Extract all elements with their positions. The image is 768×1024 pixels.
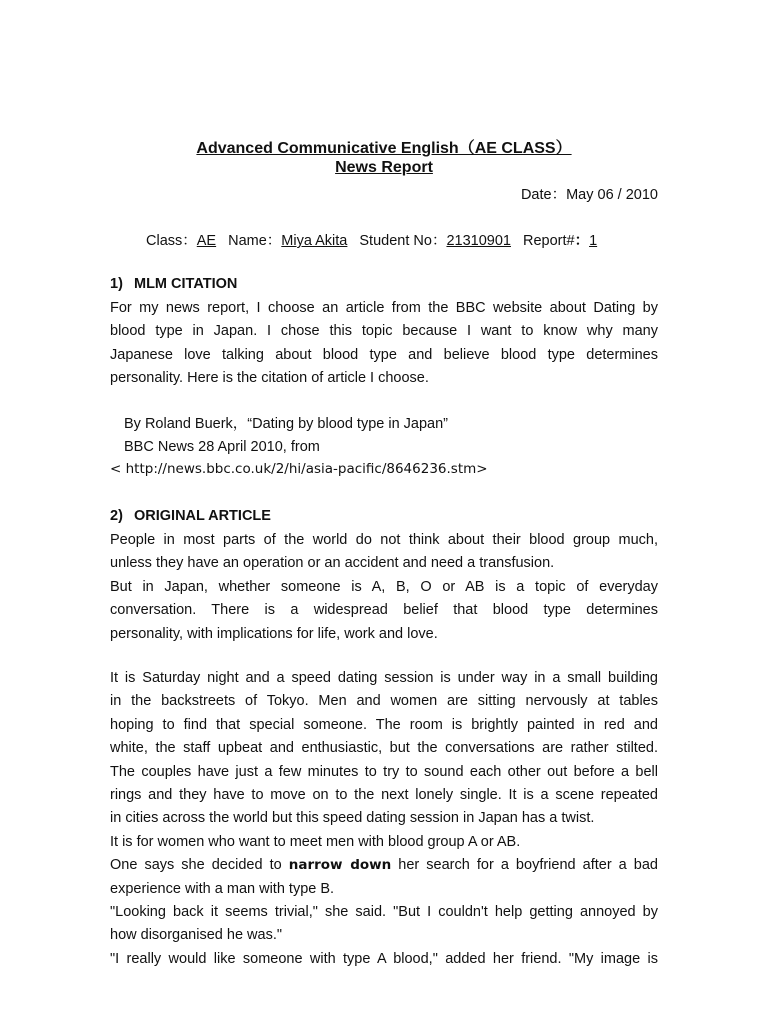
student-info-line	[146, 229, 597, 250]
paragraph-line: personality, with implications for life, work and love.	[110, 625, 438, 642]
text-run: her search for a boyfriend after a bad	[391, 857, 658, 874]
section-heading-text: MLM CITATION	[134, 276, 238, 292]
paragraph-line: People in most parts of the world do not think about their blood group much,	[110, 532, 658, 548]
paragraph-line: "Looking back it seems trivial," she said. "But I couldn't help getting annoyed by	[110, 904, 658, 921]
paragraph-line: personality. Here is the citation of article I choose.	[110, 370, 429, 387]
paragraph-line: in cities across the world but this speed dating session in Japan has a twist.	[110, 810, 595, 827]
paragraph-line: unless they have an operation or an accident and need a transfusion.	[110, 555, 555, 572]
paragraph-line: how disorganised he was."	[110, 927, 282, 944]
paragraph-line: in the backstreets of Tokyo. Men and women are sitting nervously at tables	[110, 693, 658, 710]
paragraph-line: rings and they have to move on to the next lonely single. It is a scene repeated	[110, 787, 658, 804]
paragraph-line: The couples have just a few minutes to try to sound each other out before a bell	[110, 763, 658, 780]
report-number-colon: ：	[574, 233, 590, 249]
paragraph-line: Japanese love talking about blood type and believe blood type determines	[110, 346, 658, 363]
citation-block	[110, 413, 488, 481]
report-subtitle: News Report	[335, 159, 433, 176]
class-value: AE	[196, 233, 217, 249]
text-run: One says she decided to	[110, 857, 289, 874]
paragraph-line: experience with a man with type B.	[110, 880, 335, 897]
section-heading-original-article	[110, 508, 271, 524]
name-value: Miya Akita	[281, 233, 348, 249]
paragraph-line: It is Saturday night and a speed dating session is under way in a small building	[110, 670, 658, 686]
report-title: Advanced Communicative English（AE CLASS）	[196, 140, 572, 157]
paragraph-line: blood type in Japan. I chose this topic because I want to know why many	[110, 323, 658, 340]
report-date	[521, 183, 658, 204]
paragraph-line	[110, 854, 658, 877]
student-no-value: 21310901	[446, 233, 511, 249]
name-label: Name：	[228, 233, 282, 249]
citation-intro-paragraph	[110, 297, 658, 391]
section-number: 2)	[110, 508, 123, 524]
paragraph-line: For my news report, I choose an article from the BBC website about Dating by	[110, 300, 658, 316]
citation-author: By Roland Buerk，“Dating by blood type in Japan”	[124, 416, 449, 432]
report-number-label: Report#	[522, 233, 575, 249]
date-label: Date：	[520, 187, 567, 203]
date-value: May 06 / 2010	[566, 187, 658, 203]
section-heading-text: ORIGINAL ARTICLE	[134, 508, 271, 524]
section-number: 1)	[110, 276, 123, 292]
citation-source: BBC News 28 April 2010, from	[124, 438, 320, 455]
bold-phrase-narrow-down: narrow down	[288, 857, 392, 874]
citation-url: < http://news.bbc.co.uk/2/hi/asia-pacific/8646236.stm>	[110, 461, 488, 477]
article-paragraph-2	[110, 667, 658, 971]
class-label: Class：	[146, 233, 197, 249]
paragraph-line: conversation. There is a widespread belief that blood type determines	[110, 602, 658, 619]
paragraph-line: white, the staff upbeat and enthusiastic, but the conversations are rather stilted.	[110, 740, 658, 757]
student-no-label: Student No：	[359, 233, 447, 249]
article-paragraph-1	[110, 529, 658, 646]
paragraph-line: "I really would like someone with type A blood," added her friend. "My image is	[110, 950, 658, 967]
paragraph-line: It is for women who want to meet men with blood group A or AB.	[110, 833, 521, 850]
paragraph-line: But in Japan, whether someone is A, B, O or AB is a topic of everyday	[110, 578, 658, 595]
section-heading-mlm-citation	[110, 276, 237, 292]
paragraph-line: hoping to find that special someone. The room is brightly painted in red and	[110, 716, 658, 733]
report-number-value: 1	[589, 233, 598, 249]
